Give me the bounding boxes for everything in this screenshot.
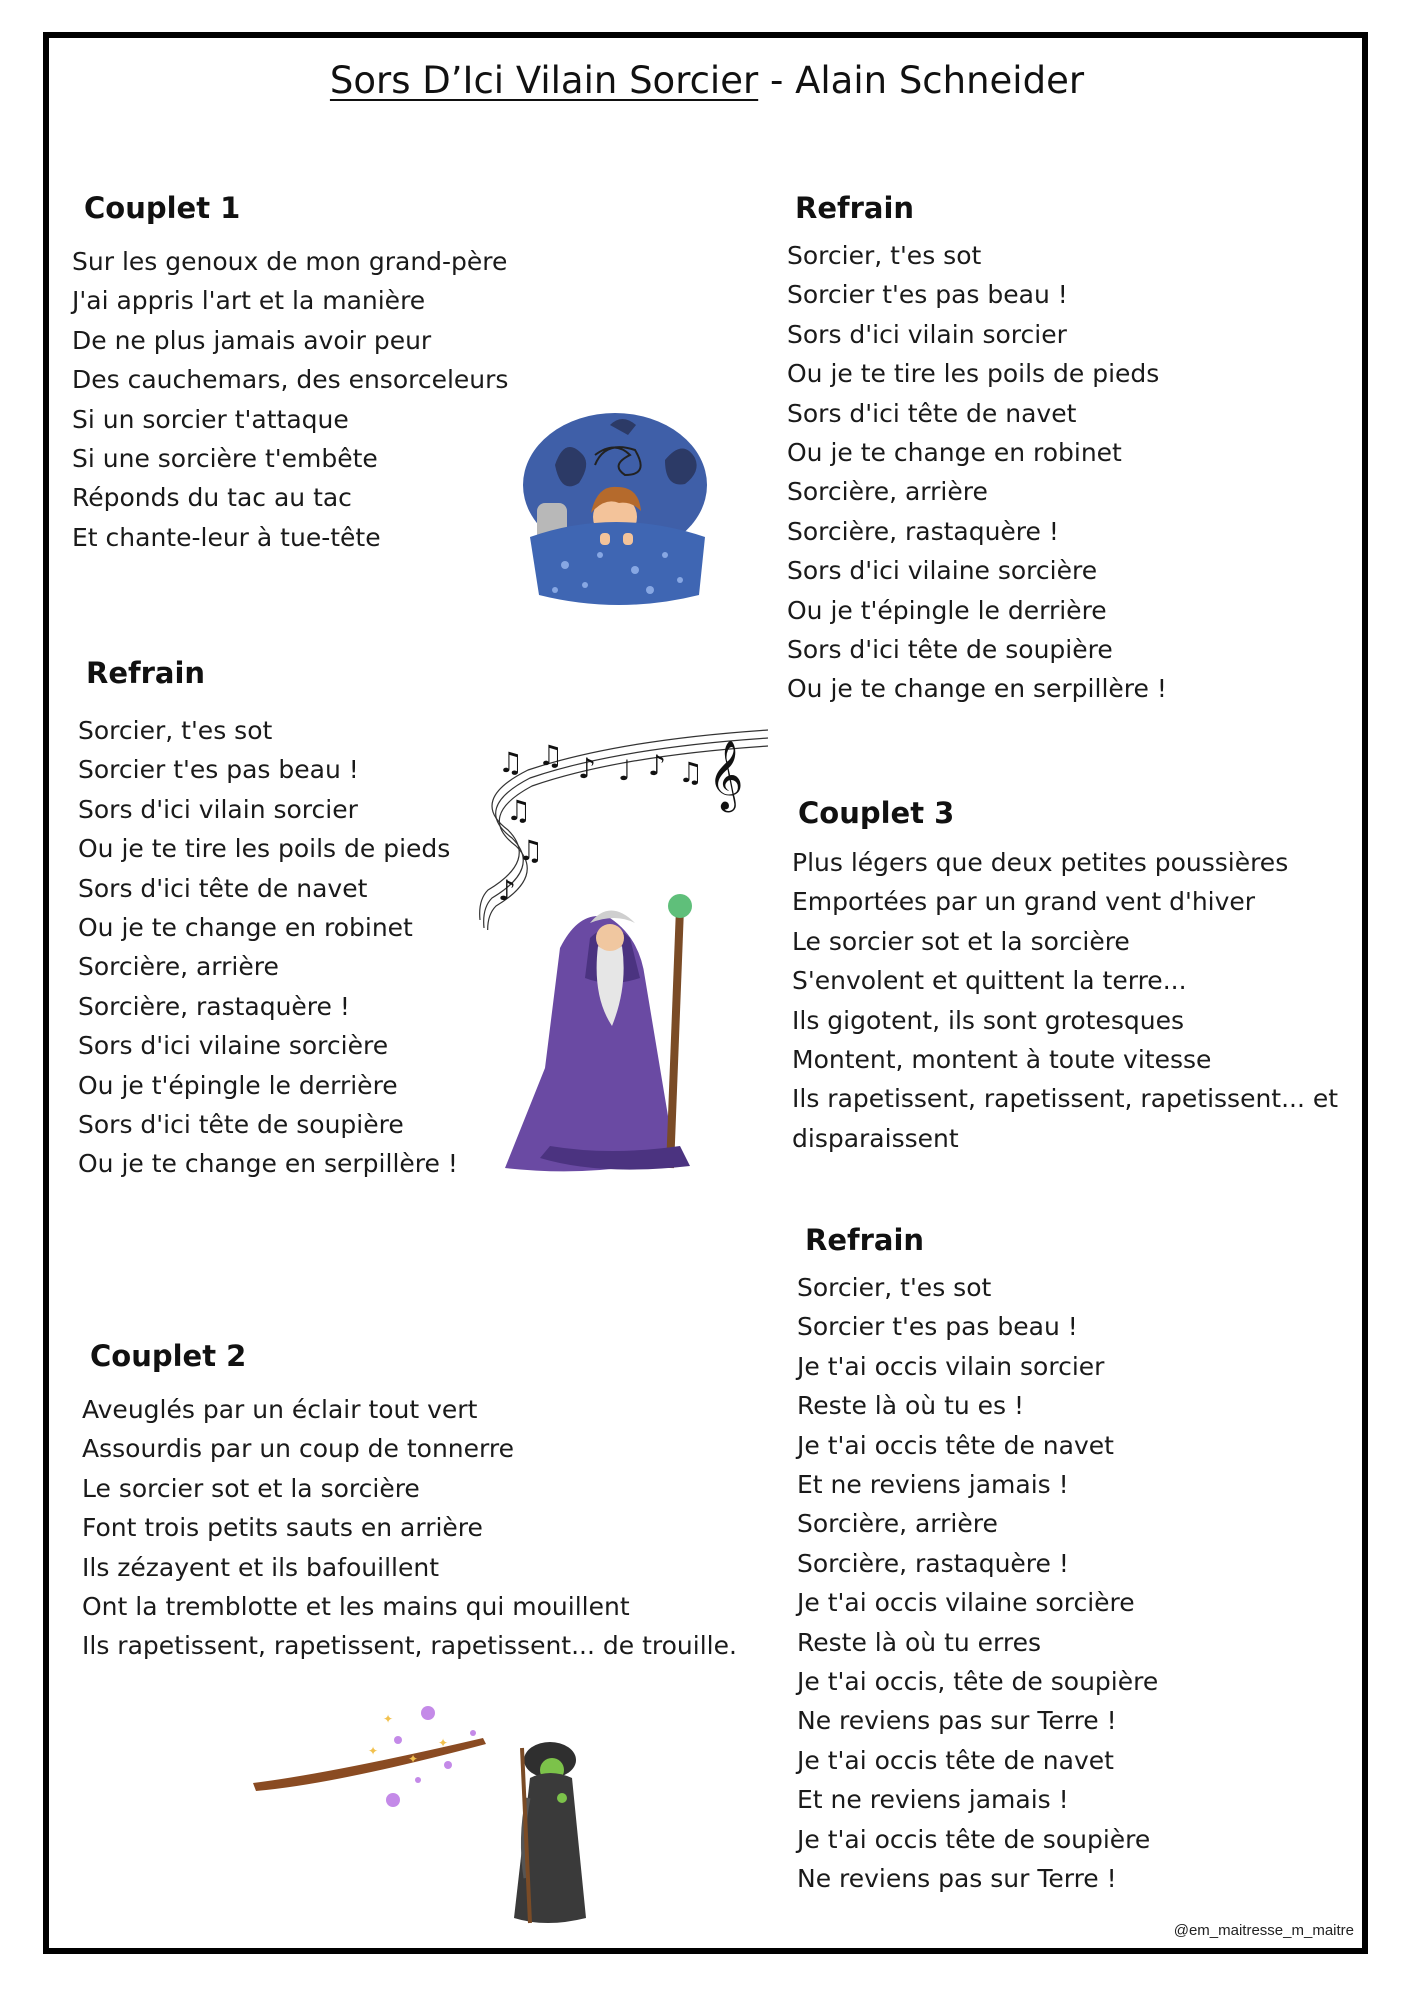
song-author: Alain Schneider: [795, 59, 1085, 102]
lyric-line: Je t'ai occis vilaine sorcière: [797, 1588, 1135, 1618]
lyric-line: Sorcier t'es pas beau !: [787, 280, 1068, 310]
lyric-line: Réponds du tac au tac: [72, 483, 352, 513]
lyric-line: Sors d'ici tête de navet: [78, 873, 368, 903]
lyric-line: Sors d'ici vilain sorcier: [787, 319, 1067, 349]
lyric-line: Font trois petits sauts en arrière: [82, 1513, 483, 1543]
lyric-line: Ou je te change en robinet: [787, 438, 1122, 468]
lyric-line: Plus légers que deux petites poussières: [792, 848, 1289, 877]
refrain-final-lines: [797, 1268, 1158, 1899]
lyric-line: Le sorcier sot et la sorcière: [792, 926, 1130, 956]
svg-text:♪: ♪: [498, 874, 516, 907]
lyric-line: Sors d'ici vilain sorcier: [78, 794, 358, 824]
svg-text:✦: ✦: [383, 1712, 394, 1726]
lyric-line: Sorcière, arrière: [797, 1509, 998, 1539]
lyric-line: Ils rapetissent, rapetissent, rapetissent... de trouille.: [82, 1631, 737, 1661]
lyric-line: Ou je te change en serpillère !: [787, 674, 1167, 704]
lyric-line: Ils zézayent et ils bafouillent: [82, 1552, 439, 1582]
refrain-right-lines: [787, 236, 1167, 709]
lyric-line: Des cauchemars, des ensorceleurs: [72, 365, 509, 395]
refrain-heading: Refrain: [805, 1223, 925, 1257]
svg-text:♪: ♪: [648, 749, 666, 782]
lyric-line: Montent, montent à toute vitesse: [792, 1045, 1212, 1075]
refrain-heading: Refrain: [86, 656, 206, 690]
couplet-1-heading: Couplet 1: [84, 191, 241, 225]
svg-text:♫: ♫: [538, 739, 564, 772]
lyric-line: De ne plus jamais avoir peur: [72, 325, 432, 355]
refrain-final: [797, 1222, 1158, 1899]
couplet-3-heading: Couplet 3: [798, 796, 955, 830]
couplet-1-lines: [72, 242, 508, 557]
svg-text:𝄞: 𝄞: [708, 740, 744, 810]
lyric-line: Ils rapetissent, rapetissent, rapetissent... et: [792, 1084, 1339, 1114]
lyric-line: Le sorcier sot et la sorcière: [82, 1473, 420, 1503]
svg-text:♪: ♪: [578, 752, 596, 785]
lyric-line: Emportées par un grand vent d'hiver: [792, 887, 1256, 917]
lyric-line: Ou je te change en robinet: [78, 913, 413, 943]
svg-text:♫: ♫: [678, 756, 704, 789]
lyric-line: Sors d'ici vilaine sorcière: [787, 556, 1098, 586]
lyric-line: disparaissent: [792, 1123, 959, 1153]
title-separator: -: [758, 59, 796, 102]
lyric-line: Sorcier, t'es sot: [797, 1273, 992, 1302]
lyric-line: Aveuglés par un éclair tout vert: [82, 1395, 478, 1424]
lyric-line: Sorcière, rastaquère !: [787, 516, 1059, 546]
svg-text:✦: ✦: [438, 1736, 449, 1750]
lyric-line: Sorcier, t'es sot: [78, 716, 273, 745]
lyric-line: Je t'ai occis tête de navet: [797, 1745, 1114, 1775]
lyric-line: Sorcier, t'es sot: [787, 241, 982, 270]
svg-text:♫: ♫: [506, 794, 532, 827]
lyric-line: Sorcière, rastaquère !: [78, 991, 350, 1021]
lyric-line: Sorcier t'es pas beau !: [797, 1312, 1078, 1342]
scared-child-in-bed-illustration: [515, 405, 715, 610]
lyric-line: Ils gigotent, ils sont grotesques: [792, 1005, 1184, 1035]
lyric-line: Ou je te tire les poils de pieds: [78, 834, 451, 864]
couplet-2: [82, 1338, 737, 1666]
witch-illustration: [500, 1738, 600, 1928]
refrain-left-lines: [78, 711, 458, 1184]
lyric-line: Sur les genoux de mon grand-père: [72, 247, 508, 276]
song-title: Sors D’Ici Vilain Sorcier: [329, 59, 759, 102]
refrain-right: [787, 190, 1167, 709]
svg-text:♩: ♩: [618, 754, 632, 787]
author-credit: @em_maitresse_m_maitre: [1173, 1922, 1354, 1939]
lyric-line: Et chante-leur à tue-tête: [72, 522, 381, 552]
lyric-line: Assourdis par un coup de tonnerre: [82, 1434, 514, 1464]
lyric-line: J'ai appris l'art et la manière: [72, 286, 426, 316]
couplet-2-heading: Couplet 2: [90, 1339, 247, 1373]
lyric-line: Si une sorcière t'embête: [72, 444, 378, 474]
lyric-line: Ne reviens pas sur Terre !: [797, 1706, 1117, 1736]
lyric-line: Ou je te change en serpillère !: [78, 1149, 458, 1179]
lyric-line: Si un sorcier t'attaque: [72, 404, 349, 434]
lyric-line: Ne reviens pas sur Terre !: [797, 1864, 1117, 1894]
page-title: [0, 58, 1414, 104]
lyric-line: Et ne reviens jamais !: [797, 1785, 1069, 1815]
lyric-line: Reste là où tu erres: [797, 1627, 1042, 1657]
lyric-line: Sors d'ici tête de soupière: [78, 1110, 404, 1140]
lyric-line: Sors d'ici vilaine sorcière: [78, 1031, 389, 1061]
svg-text:♫: ♫: [498, 746, 524, 779]
lyric-line: Reste là où tu es !: [797, 1391, 1025, 1421]
couplet-2-lines: [82, 1390, 737, 1666]
magic-wand-illustration: [248, 1705, 498, 1815]
lyric-line: Sorcier t'es pas beau !: [78, 755, 359, 785]
lyric-line: Sorcière, arrière: [78, 952, 279, 982]
lyric-line: Sors d'ici tête de navet: [787, 398, 1077, 428]
couplet-1: [72, 190, 508, 557]
wizard-illustration: [500, 888, 725, 1178]
lyric-line: Je t'ai occis tête de navet: [797, 1430, 1114, 1460]
lyric-line: Sors d'ici tête de soupière: [787, 635, 1113, 665]
lyric-line: Je t'ai occis tête de soupière: [797, 1824, 1151, 1854]
lyric-line: Ou je t'épingle le derrière: [78, 1070, 398, 1100]
lyric-line: Je t'ai occis, tête de soupière: [797, 1667, 1159, 1697]
lyric-line: Sorcière, rastaquère !: [797, 1548, 1069, 1578]
lyric-line: Et ne reviens jamais !: [797, 1470, 1069, 1500]
lyric-line: Ou je t'épingle le derrière: [787, 595, 1107, 625]
svg-text:✦: ✦: [368, 1744, 379, 1758]
refrain-left: [78, 655, 458, 1184]
lyric-line: Sorcière, arrière: [787, 477, 988, 507]
lyric-line: Ou je te tire les poils de pieds: [787, 359, 1160, 389]
lyric-line: Je t'ai occis vilain sorcier: [797, 1351, 1105, 1381]
lyric-line: Ont la tremblotte et les mains qui mouillent: [82, 1592, 630, 1622]
svg-text:♫: ♫: [518, 834, 544, 867]
couplet-3-lines: [792, 843, 1338, 1158]
lyric-line: S'envolent et quittent la terre...: [792, 966, 1187, 996]
couplet-3: [792, 795, 1338, 1158]
svg-text:✦: ✦: [408, 1752, 419, 1766]
refrain-heading: Refrain: [795, 191, 915, 225]
